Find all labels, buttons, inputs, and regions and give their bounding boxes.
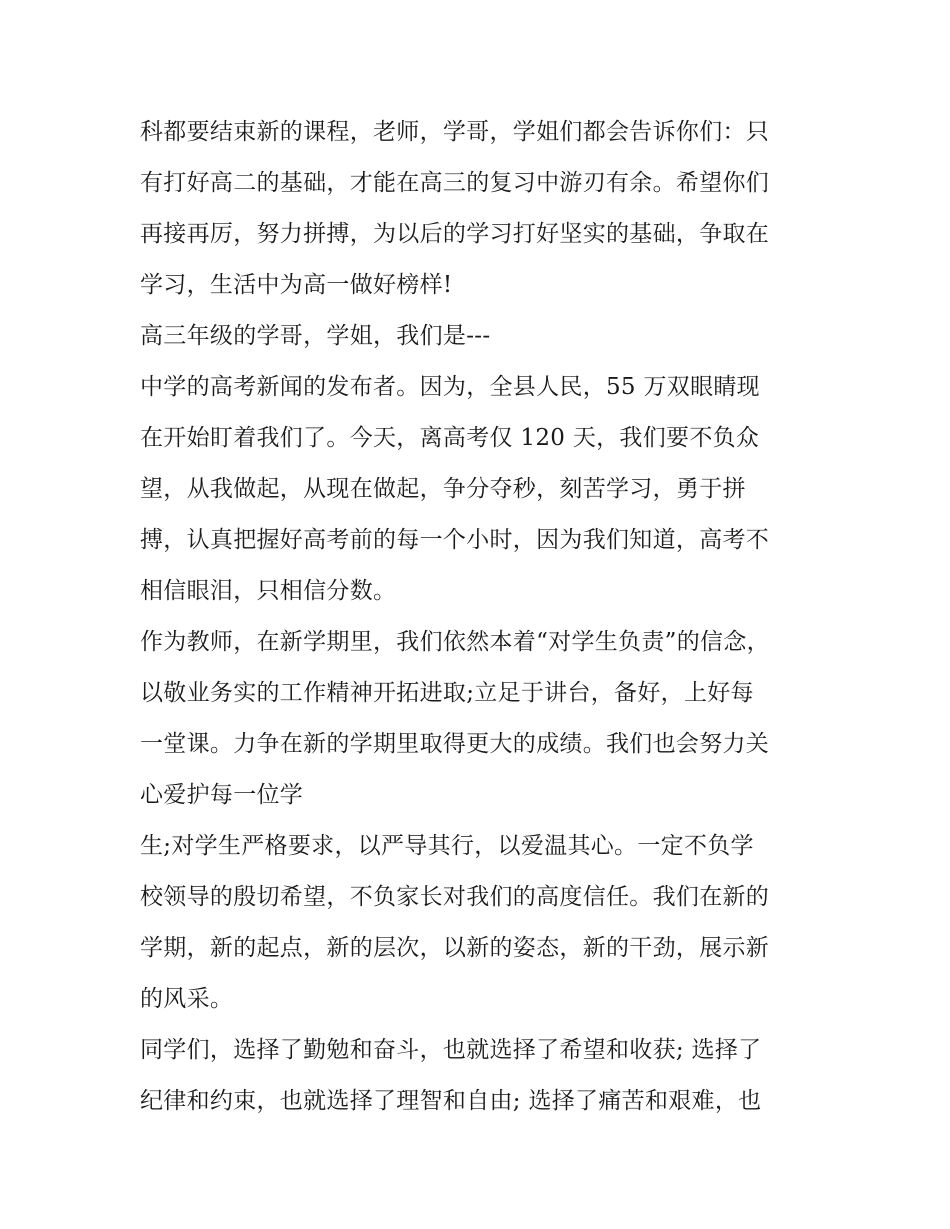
text-line: 科都要结束新的课程，老师，学哥，学姐们都会告诉你们：只 <box>140 119 770 145</box>
text-line: 中学的高考新闻的发布者。因为，全县人民，55 万双眼睛现 <box>140 374 760 400</box>
text-line: 高三年级的学哥，学姐，我们是--- <box>140 323 491 349</box>
text-line: 学习，生活中为高一做好榜样! <box>140 272 453 298</box>
text-line: 同学们，选择了勤勉和奋斗，也就选择了希望和收获; 选择了 <box>140 1037 762 1063</box>
text-line: 心爱护每一位学 <box>140 782 304 808</box>
text-line: 再接再厉，努力拼搏，为以后的学习打好坚实的基础，争取在 <box>140 221 770 247</box>
text-line: 校领导的殷切希望，不负家长对我们的高度信任。我们在新的 <box>140 884 770 910</box>
text-line: 有打好高二的基础，才能在高三的复习中游刃有余。希望你们 <box>140 170 770 196</box>
text-line: 学期，新的起点，新的层次，以新的姿态，新的干劲，展示新 <box>140 935 770 961</box>
text-line: 作为教师，在新学期里，我们依然本着“对学生负责”的信念， <box>140 629 770 655</box>
body-text <box>140 107 820 1127</box>
text-line: 相信眼泪，只相信分数。 <box>140 578 397 604</box>
text-line: 生;对学生严格要求，以严导其行，以爱温其心。一定不负学 <box>140 833 754 859</box>
text-line: 一堂课。力争在新的学期里取得更大的成绩。我们也会努力关 <box>140 731 770 757</box>
text-line: 纪律和约束，也就选择了理智和自由; 选择了痛苦和艰难，也 <box>140 1088 762 1114</box>
text-line: 望，从我做起，从现在做起，争分夺秒，刻苦学习，勇于拼 <box>140 476 746 502</box>
text-line: 以敬业务实的工作精神开拓进取;立足于讲台，备好，上好每 <box>140 680 754 706</box>
text-line: 的风采。 <box>140 986 234 1012</box>
text-line: 在开始盯着我们了。今天，离高考仅 120 天，我们要不负众 <box>140 425 760 451</box>
text-line: 搏，认真把握好高考前的每一个小时，因为我们知道，高考不 <box>140 527 770 553</box>
